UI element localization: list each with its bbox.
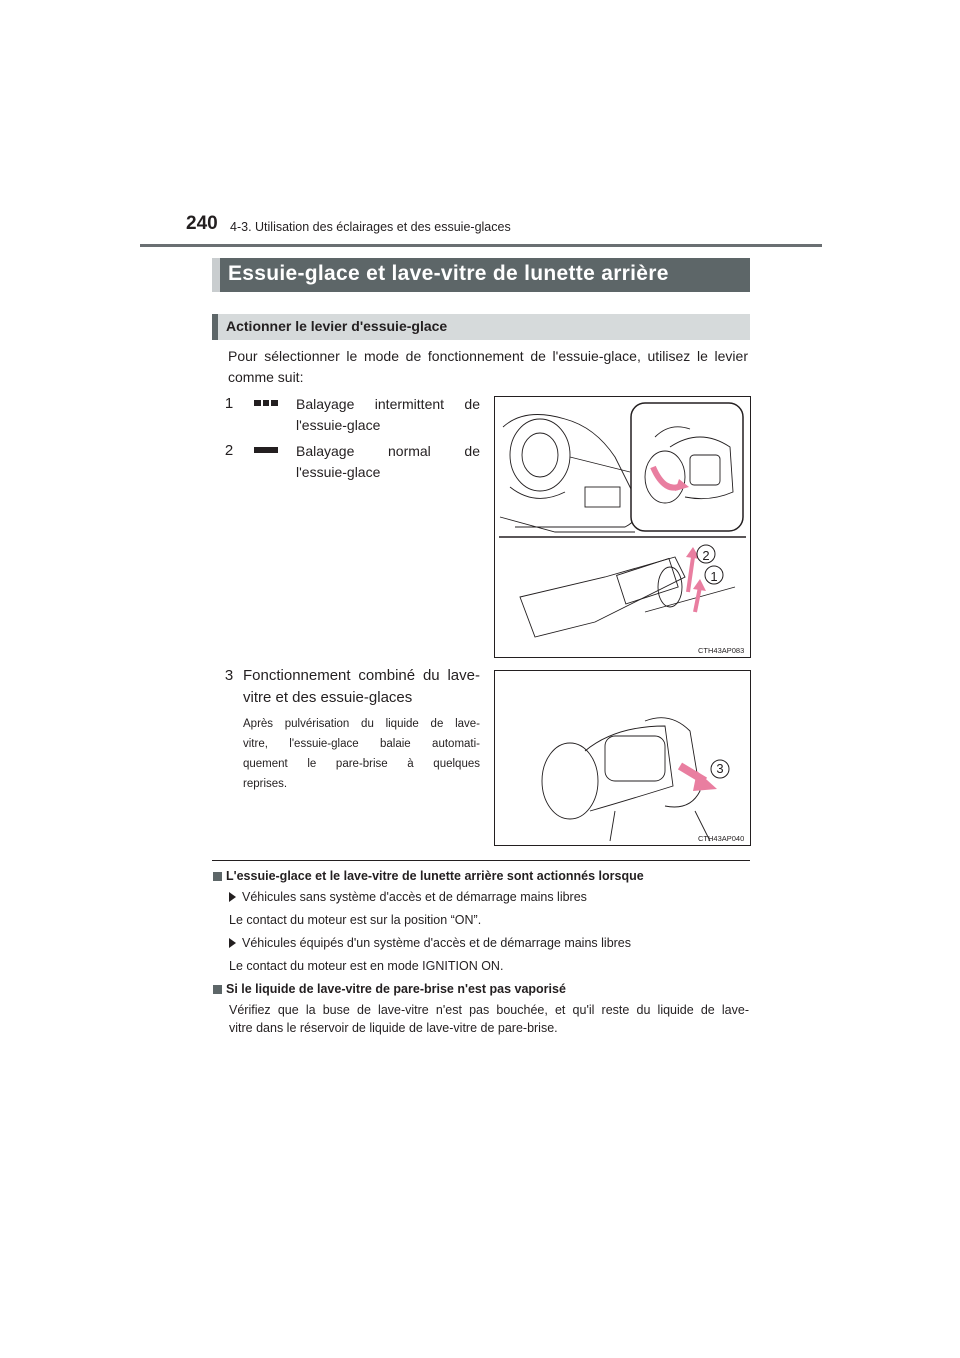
item-2-line2: l'essuie-glace bbox=[296, 464, 381, 480]
item-2-line1: Balayage normal de bbox=[296, 443, 480, 459]
note-2-heading: Si le liquide de lave-vitre de pare-brise n'est pas vaporisé bbox=[226, 982, 566, 996]
triangle-bullet-icon bbox=[229, 938, 236, 948]
item-3-note-line3: quement le pare-brise à quelques bbox=[243, 758, 480, 770]
normal-wipe-icon bbox=[254, 447, 278, 453]
page-number: 240 bbox=[186, 213, 218, 234]
figure-code: CTH43AP040 bbox=[698, 834, 745, 843]
notes-divider bbox=[212, 860, 750, 861]
subsection-accent bbox=[212, 314, 218, 340]
intermittent-wipe-icon bbox=[254, 400, 278, 406]
item-3-line1: Fonctionnement combiné du lave- bbox=[243, 667, 480, 684]
item-number-2: 2 bbox=[224, 442, 234, 459]
section-breadcrumb: 4-3. Utilisation des éclairages et des essuie-glaces bbox=[230, 220, 511, 234]
item-number-3: 3 bbox=[224, 667, 234, 684]
item-3-note-line2: vitre, l'essuie-glace balaie automati- bbox=[243, 738, 480, 750]
item-number-1: 1 bbox=[224, 395, 234, 412]
subsection-title: Actionner le levier d'essuie-glace bbox=[226, 318, 448, 334]
figure-code: CTH43AP083 bbox=[698, 646, 745, 655]
note-1-text-2: Le contact du moteur est en mode IGNITION ON. bbox=[229, 959, 504, 973]
item-3-note-line1: Après pulvérisation du liquide de lave- bbox=[243, 718, 480, 730]
triangle-bullet-icon bbox=[229, 892, 236, 902]
title-accent bbox=[212, 258, 220, 292]
note-1-condition-1: Véhicules sans système d'accès et de démarrage mains libres bbox=[242, 890, 587, 904]
item-3-note-line4: reprises. bbox=[243, 778, 288, 790]
figure-callout-1: 1 bbox=[710, 569, 718, 584]
note-1-condition-2: Véhicules équipés d'un système d'accès et de démarrage mains libres bbox=[242, 936, 632, 950]
square-bullet-icon bbox=[213, 872, 222, 881]
note-2-body-line2: vitre dans le réservoir de liquide de lave-vitre de pare-brise. bbox=[229, 1021, 558, 1035]
item-1-line2: l'essuie-glace bbox=[296, 417, 381, 433]
figure-callout-3: 3 bbox=[716, 761, 724, 776]
intro-paragraph: Pour sélectionner le mode de fonctionnement de l'essuie-glace, utilisez le levier comme suit: bbox=[228, 348, 748, 385]
washer-lever-illustration bbox=[495, 671, 750, 845]
figure-washer-lever bbox=[494, 670, 751, 846]
figure-wiper-lever bbox=[494, 396, 751, 658]
figure-callout-2: 2 bbox=[702, 548, 710, 563]
wiper-lever-illustration bbox=[495, 397, 750, 657]
note-1-heading: L'essuie-glace et le lave-vitre de lunette arrière sont actionnés lorsque bbox=[226, 869, 644, 883]
item-3-line2: vitre et des essuie-glaces bbox=[243, 689, 413, 706]
square-bullet-icon bbox=[213, 985, 222, 994]
page-title: Essuie-glace et lave-vitre de lunette arrière bbox=[228, 262, 669, 285]
note-1-text-1: Le contact du moteur est sur la position “ON”. bbox=[229, 913, 482, 927]
header-divider bbox=[140, 244, 822, 247]
item-1-line1: Balayage intermittent de bbox=[296, 396, 480, 412]
note-2-body-line1: Vérifiez que la buse de lave-vitre n'est pas bouchée, et qu'il reste du liquide de lave- bbox=[229, 1003, 749, 1017]
